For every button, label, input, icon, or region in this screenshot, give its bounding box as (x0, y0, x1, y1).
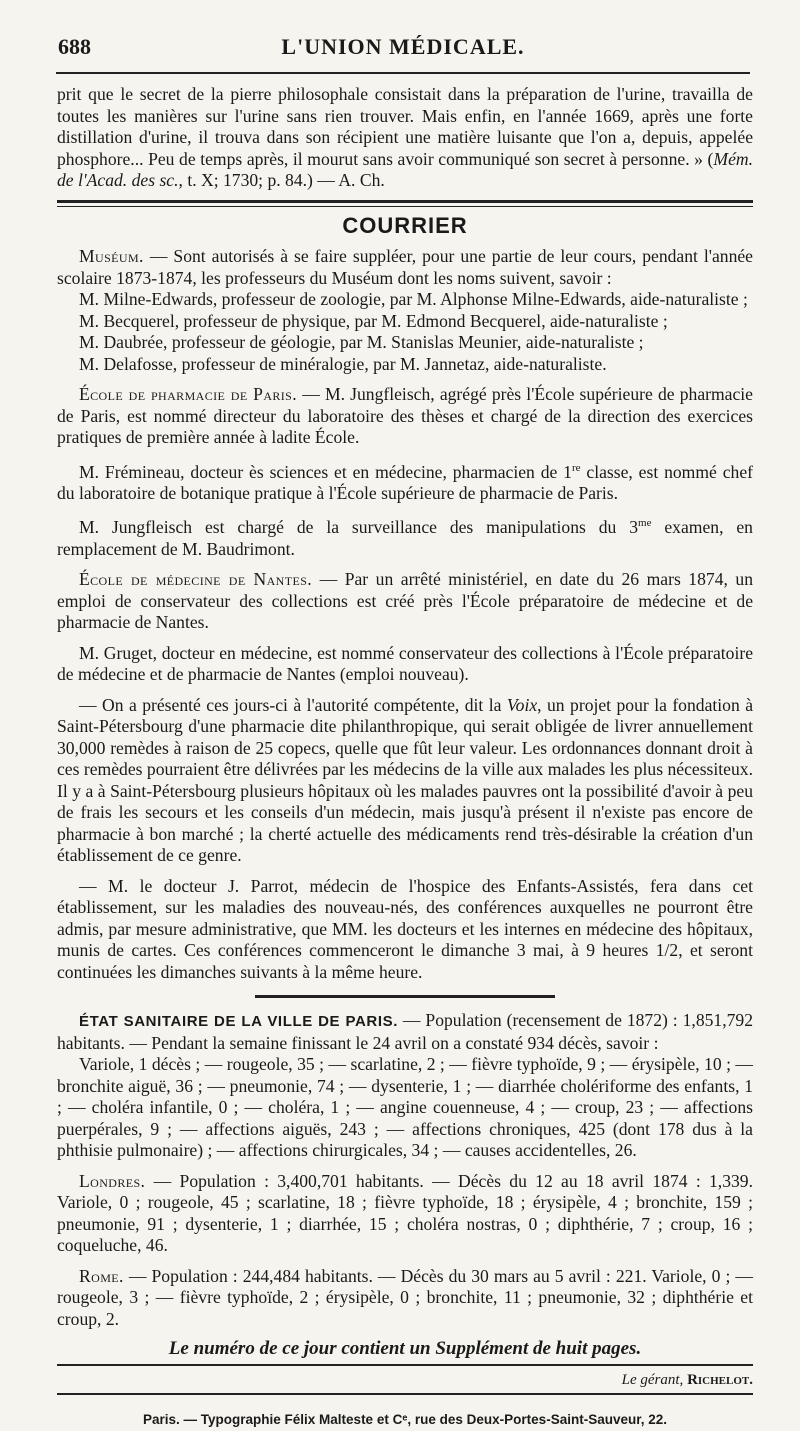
signoff-role: Le gérant, (621, 1371, 684, 1388)
footer-rule (57, 1393, 753, 1395)
museum-paragraph (57, 246, 753, 289)
intro-citation: Mém. de l'Acad. des sc. (57, 148, 753, 190)
museum-text: — Sont autorisés à se faire suppléer, pour une partie de leur cours, pendant l'année scolaire 1873-1874, les professeurs du Muséum dont les noms suivent, savoir : (57, 246, 753, 288)
list-item: M. Daubrée, professeur de géologie, par M. Stanislas Meunier, aide-naturaliste ; (79, 332, 644, 352)
rome-paragraph (57, 1266, 753, 1331)
fremineau-paragraph (57, 458, 753, 505)
paris-paragraph (57, 1010, 753, 1054)
supplement-notice: Le numéro de ce jour contient un Supplément de huit pages. (57, 1338, 753, 1366)
running-title: L'UNION MÉDICALE. (281, 34, 525, 59)
list-item: M. Delafosse, professeur de minéralogie, par M. Jannetaz, aide-naturaliste. (79, 353, 607, 374)
ordinal-superscript: me (638, 517, 652, 530)
header-rule (56, 72, 750, 74)
fremineau-text: M. Frémineau, docteur ès sciences et en médecine, pharmacien de 1 (79, 461, 572, 482)
fremineau-text-end: classe, est nommé chef du laboratoire de botanique pratique à l'École supérieure de pharmacie de Paris. (57, 461, 753, 503)
londres-text: — Population : 3,400,701 habitants. — Décès du 12 au 18 avril 1874 : 1,339. Variole, 0 ; rougeole, 45 ; scarlatine, 18 ; fièvre typhoïde, 18 ; érysipèle, 4 ; bronchite, 159 ; pneumonie, 91 ; dysenterie, 1 ; diarrhée, 15 ; choléra nostras, 0 ; diphthérie, 7 ; croup, 16 ; coqueluche, 46. (57, 1170, 753, 1256)
petersbourg-paragraph (57, 695, 753, 867)
intro-paragraph (57, 84, 753, 192)
petersbourg-text: — On a présenté ces jours-ci à l'autorité compétente, dit la (79, 694, 507, 715)
paris-intro: — Population (recensement de 1872) : 1,851,792 habitants. — Pendant la semaine finissant le 24 avril on a constaté 934 décès, savoir : (57, 1010, 753, 1053)
section-divider (57, 200, 753, 207)
petersbourg-source: Voix (506, 694, 538, 715)
pharmacie-text: — M. Jungfleisch, agrégé près l'École supérieure de pharmacie de Paris, est nommé directeur du laboratoire des thèses et chargé de la direction des exercices pratiques de première année à ladite École. (57, 384, 753, 447)
nantes-label: École de médecine de Nantes. (79, 569, 313, 590)
pharmacie-paragraph (57, 384, 753, 449)
rome-text: — Population : 244,484 habitants. — Décès du 30 mars au 5 avril : 221. Variole, 0 ; — rougeole, 3 ; — fièvre typhoïde, 2 ; érysipèle, 0 ; bronchite, 11 ; pneumonie, 32 ; diphthérie et croup, 2. (57, 1265, 753, 1329)
paris-detail: Variole, 1 décès ; — rougeole, 35 ; — scarlatine, 2 ; — fièvre typhoïde, 9 ; — érysipèle, 10 ; — bronchite aiguë, 36 ; — pneumonie, 74 ; — dysenterie, 1 ; — diarrhée cholériforme des enfants, 1 ; — choléra infantile, 0 ; — choléra, 1 ; — angine couenneuse, 4 ; — croup, 23 ; — affections puerpérales, 9 ; — affections aiguës, 243 ; — affections chroniques, 425 (dont 178 dus à la phthisie pulmonaire) ; — affections chirurgicales, 34 ; — causes accidentelles, 26. (57, 1054, 753, 1161)
list-item: M. Becquerel, professeur de physique, par M. Edmond Becquerel, aide-naturaliste ; (79, 310, 668, 331)
jungfleisch-text-end: examen, en remplacement de M. Baudrimont. (57, 517, 753, 559)
jungfleisch-text: M. Jungfleisch est chargé de la surveillance des manipulations du 3 (79, 517, 639, 538)
page-number: 688 (58, 34, 91, 59)
rome-label: Rome. (79, 1265, 124, 1286)
parrot-paragraph: — M. le docteur J. Parrot, médecin de l'hospice des Enfants-Assistés, fera dans cet établissement, sur les maladies des nouveau-nés, des conférences auxquelles ne pourront être admis, par mesure administrative, que MM. les docteurs et les internes en médecine des hôpitaux, munis de cartes. Ces conférences commenceront le dimanche 3 mai, à 9 heures 1/2, et seront continuées les dimanches suivants à la même heure. (57, 875, 753, 982)
nantes-paragraph (57, 569, 753, 634)
londres-label: Londres. (79, 1170, 146, 1191)
pharmacie-label: École de pharmacie de Paris. (79, 384, 298, 404)
petersbourg-text-end: , un projet pour la fondation à Saint-Pétersbourg d'une pharmacie dite philanthropique, qui serait obligée de livrer annuellement 30,000 remèdes à raison de 25 copecs, quelle que fût leur valeur. Les ordonnances donnant droit à ces remèdes pourraient être délivrées par les médecins de la ville aux malades les plus nécessiteux. Il y a à Saint-Pétersbourg plusieurs hôpitaux où les malades pauvres ont la possibilité d'avoir à peu de frais les secours et les conseils d'un médecin, mais jusqu'à présent il n'existe pas encore de pharmacie à bon marché ; la cherté actuelle des médicaments rend très-désirable la création d'un établissement de ce genre. (57, 694, 753, 866)
londres-paragraph (57, 1171, 753, 1257)
museum-label: Muséum. (79, 246, 144, 266)
jungfleisch-paragraph (57, 513, 753, 560)
section-divider (255, 995, 555, 998)
gruget-paragraph: M. Gruget, docteur en médecine, est nommé conservateur des collections à l'École préparatoire de médecine et de pharmacie de Nantes (emploi nouveau). (57, 642, 753, 685)
signoff (57, 1370, 753, 1392)
printer-footer: Paris. — Typographie Félix Malteste et Cᵉ, rue des Deux-Portes-Saint-Sauveur, 22. (143, 1412, 667, 1428)
intro-text-end: , t. X; 1730; p. 84.) — A. Ch. (178, 170, 385, 190)
nantes-text: — Par un arrêté ministériel, en date du 26 mars 1874, un emploi de conservateur des collections est créé près l'École préparatoire de médecine et de pharmacie de Nantes. (57, 569, 753, 633)
ordinal-superscript: re (571, 461, 581, 474)
etat-sanitaire-title: ÉTAT SANITAIRE DE LA VILLE DE PARIS. (79, 1013, 398, 1031)
signoff-name: Richelot. (687, 1371, 753, 1388)
list-item: M. Milne-Edwards, professeur de zoologie, par M. Alphonse Milne-Edwards, aide-naturaliste ; (79, 289, 748, 309)
intro-text: prit que le secret de la pierre philosophale consistait dans la préparation de l'urine, travailla de toutes les manières sur l'urine sans rien trouver. Mais enfin, en l'année 1669, après une forte distillation d'urine, il trouva dans son récipient une matière luisante que l'on a, depuis, appelée phosphore... Peu de temps après, il mourut sans avoir communiqué son secret à personne. » ( (57, 84, 753, 169)
section-title-courrier: COURRIER (342, 212, 468, 238)
page-body (57, 84, 753, 1431)
